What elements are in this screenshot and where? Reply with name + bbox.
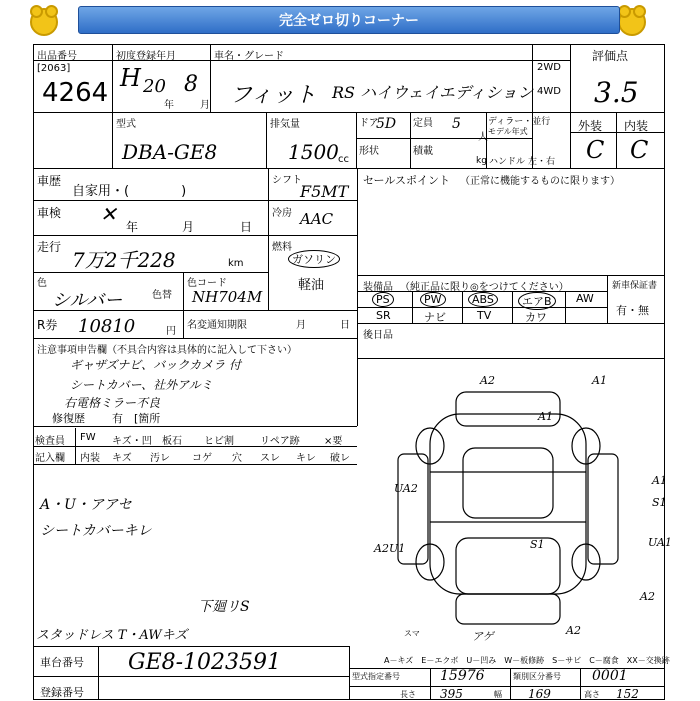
handnote-1: A・U・アアセ	[40, 497, 132, 513]
banner-title: 完全ゼロ切りコーナー	[78, 6, 620, 34]
first-reg-month: 8	[184, 72, 198, 97]
fuel-label: 燃料	[272, 242, 292, 253]
score-int-label: 内装	[624, 119, 649, 133]
drive-4wd: 4WD	[537, 86, 561, 97]
inspector-label-2: 記入欄	[35, 453, 65, 464]
score-value: 3.5	[594, 76, 639, 109]
width-value: 169	[528, 687, 551, 701]
damage-mark-2: A1	[592, 374, 607, 387]
car-name: フィット	[230, 83, 317, 108]
car-grade: RS ハイウェイエディション	[332, 83, 534, 102]
inspector-row2-0: 内装	[80, 453, 100, 464]
equip-navi: ナビ	[424, 311, 446, 324]
inspection-date-label: 後日品	[363, 330, 393, 341]
title-deadline-label: 名変通知期限	[187, 320, 247, 331]
inspector-row2-1: キズ	[112, 453, 132, 464]
shift-value: F5MT	[300, 182, 349, 201]
warranty-label: 新車保証書	[612, 281, 658, 291]
lot-number: 4264	[42, 78, 109, 108]
first-reg-year: 20	[143, 76, 166, 97]
equip-abs: ABS	[468, 292, 498, 307]
capacity-label: 定員	[413, 118, 433, 129]
warranty-value: 有・無	[616, 304, 649, 317]
capacity-value: 5	[452, 116, 461, 132]
model-value: DBA-GE8	[122, 140, 218, 164]
car-damage-diagram	[358, 362, 664, 652]
load-unit: kg	[476, 156, 487, 166]
equip-pw: PW	[420, 292, 446, 307]
equip-aw: AW	[576, 292, 594, 305]
equip-kawa: カワ	[525, 311, 547, 324]
equip-tv: TV	[477, 309, 492, 322]
inspector-row2-3: コゲ	[192, 453, 212, 464]
fuel-diesel: 軽油	[298, 278, 325, 293]
recycle-label: R券	[37, 318, 58, 332]
notes-label: 注意事項申告欄（不具合内容は具体的に記入して下さい）	[37, 345, 297, 356]
displacement-unit: cc	[338, 154, 349, 165]
model-year-label: モデル年式	[488, 127, 528, 136]
handnote-3: 下廻リS	[198, 599, 250, 615]
handnote-2: シートカバーキレ	[40, 523, 152, 539]
car-label: 車名・グレード	[214, 51, 284, 62]
repair-label: 修復歴	[52, 412, 85, 425]
notes-line-3: 右電格ミラー不良	[64, 396, 161, 410]
score-ext: C	[586, 136, 605, 164]
score-ext-label: 外装	[578, 119, 603, 133]
damage-mark-5: A1	[652, 474, 667, 487]
damage-mark-8: A2U1	[374, 542, 406, 555]
shift-label: シフト	[272, 175, 302, 186]
length-value: 395	[440, 687, 463, 701]
chassis-label: 車台番号	[40, 656, 84, 669]
damage-mark-1: A2	[480, 374, 495, 387]
inspector-row2-6: キレ	[296, 453, 316, 464]
inspector-row2-4: 穴	[232, 453, 242, 464]
inspector-row1-4: リペア跡	[260, 436, 300, 447]
chassis-value: GE8-1023591	[128, 650, 282, 675]
sales-note: （正常に機能するものに限ります）	[460, 176, 620, 187]
color-swap-label: 色替	[152, 290, 172, 301]
dealer-label: ディラー・並行	[488, 117, 551, 127]
capacity-unit: 人	[478, 132, 488, 143]
first-reg-year-unit: 年	[164, 100, 174, 111]
color-label: 色	[37, 278, 47, 289]
load-label: 積載	[413, 146, 433, 157]
model-no-value: 15976	[440, 668, 485, 684]
aircon-label: 冷房	[272, 208, 292, 219]
mileage-label: 走行	[37, 240, 62, 254]
shaken-label: 車検	[37, 206, 62, 220]
shaken-value: ✕	[100, 202, 117, 226]
usage-value: 自家用・( )	[72, 184, 187, 199]
first-reg-month-unit: 月	[200, 100, 210, 111]
inspector-row1-5: ×要	[324, 436, 343, 447]
first-reg-label: 初度登録年月	[116, 51, 176, 62]
color-code-label: 色コード	[187, 278, 227, 289]
sales-label: セールスポイント	[363, 174, 451, 187]
doors-value: 5D	[376, 116, 397, 132]
usage-label: 車歴	[37, 174, 62, 188]
damage-legend: A－キズ E－エクボ U－凹み W－板修跡 S－サビ C－腐食 XX－交換跡	[384, 656, 670, 665]
handle-label: ハンドル	[489, 157, 526, 167]
recycle-value: 10810	[78, 316, 136, 337]
fuel-gas: ガソリン	[288, 250, 340, 268]
doors-label: ドア	[359, 118, 379, 129]
damage-mark-11: A2	[566, 624, 581, 637]
score-label: 評価点	[592, 49, 629, 63]
lot-sub: [2063]	[37, 63, 71, 74]
recycle-unit: 円	[166, 326, 176, 337]
mileage-value: 7万2千228	[72, 248, 176, 272]
damage-mark-6: S1	[652, 496, 667, 509]
lot-label: 出品番号	[37, 51, 77, 62]
repair-value: 有 [箇所	[112, 412, 161, 425]
width-label: 幅	[494, 690, 502, 699]
equip-airbag: エアB	[518, 292, 556, 310]
inspector-row1-1: キズ・凹	[112, 436, 152, 447]
displacement-value: 1500	[288, 140, 339, 164]
length-label: 長さ	[400, 690, 416, 699]
height-value: 152	[616, 687, 639, 701]
damage-mark-3: A1	[538, 410, 553, 423]
shape-label: 形状	[359, 146, 379, 157]
drive-2wd: 2WD	[537, 62, 561, 73]
equipment-note: （純正品に限り◎をつけてください）	[400, 282, 569, 293]
title-deadline-day: 日	[340, 320, 350, 331]
shaken-day-unit: 日	[240, 220, 253, 234]
color-code: NH704M	[192, 288, 263, 306]
equip-sr: SR	[376, 309, 391, 322]
damage-extra-1: スマ	[404, 629, 420, 638]
damage-mark-10: A2	[640, 590, 655, 603]
handnote-4: スタッドレス T・AWキズ	[36, 628, 188, 643]
registration-label: 登録番号	[40, 686, 84, 699]
inspector-label-1: 検査員	[35, 436, 65, 447]
class-no-value: 0001	[592, 668, 628, 684]
displacement-label: 排気量	[270, 119, 300, 130]
notes-line-2: シートカバー、社外アルミ	[70, 378, 213, 392]
inspector-row2-2: 汚レ	[150, 453, 170, 464]
damage-mark-9: S1	[530, 538, 545, 551]
inspector-row1-3: ヒビ割	[204, 436, 234, 447]
color-value: シルバー	[52, 290, 123, 311]
damage-mark-4: UA2	[394, 482, 418, 495]
title-deadline-month: 月	[296, 320, 306, 331]
score-int: C	[630, 136, 649, 164]
class-no-label: 類別区分番号	[513, 672, 561, 681]
height-label: 高さ	[584, 690, 600, 699]
damage-extra-2: アゲ	[472, 630, 494, 643]
inspector-row2-7: 破レ	[330, 453, 350, 464]
first-reg-era: H	[120, 64, 141, 92]
inspector-row1-0: FW	[80, 432, 96, 443]
aircon-value: AAC	[300, 210, 334, 228]
shaken-month-unit: 月	[182, 220, 195, 234]
mileage-unit: km	[228, 258, 244, 269]
shaken-year-unit: 年	[126, 220, 139, 234]
equipment-label: 装備品	[363, 282, 393, 293]
bear-mascot-icon-right	[618, 8, 646, 36]
handle-opts: 左・右	[528, 157, 556, 167]
notes-line-1: ギャザズナビ、バックカメラ 付	[70, 358, 241, 372]
model-label: 型式	[116, 119, 136, 130]
damage-mark-7: UA1	[648, 536, 672, 549]
inspector-row1-2: 板石	[162, 436, 182, 447]
equip-ps: PS	[372, 292, 394, 307]
model-no-label: 型式指定番号	[352, 672, 400, 681]
inspector-row2-5: スレ	[260, 453, 280, 464]
bear-mascot-icon-left	[30, 8, 58, 36]
